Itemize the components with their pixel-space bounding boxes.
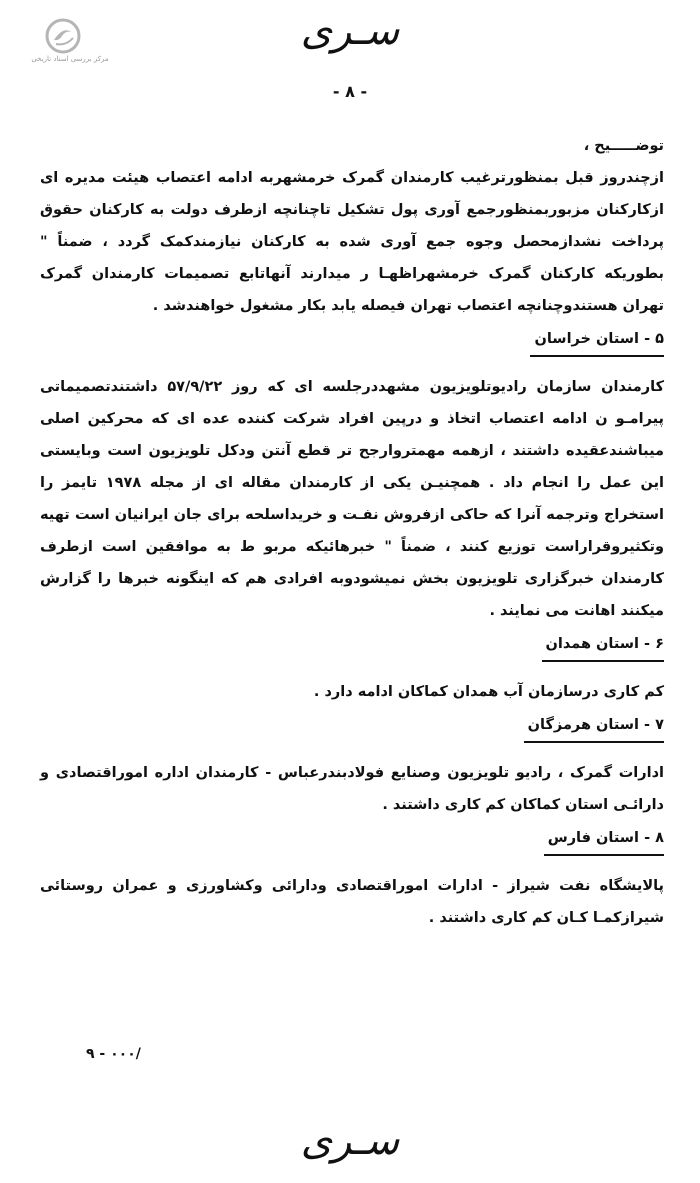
paragraph-mashhad: کارمندان سازمان راديوتلويزيون مشهددرجلسه اى که روز ۵۷/۹/۲۲ داشتندتصميماتى پيرامـو ن ادامه اعتصاب اتخاذ و درپين افراد شرکت کننده عده اى که محرکين اصلى ميباشندعقيده داشتند ، ازهمه مهمتروارجح تر قطع آنتن ودکل تلويزيون است وبايستى اين عمل را انجام داد . همچنيـن يکى از کارمندان مقاله اى از مجله ۱۹۷۸ تايمز را استخراج وترجمه آنرا که حاکى ازفروش نفـت و خريداسلحه براى جان ايرانيان است تهيه وتکثيروقراراست توزيع کنند ، ضمناً " خبرهائيکه مربو ط به موافقين است ازطرف کارمندان خبرگزارى تلويزيون بخش نميشودوبه افرادى هم که اينگونه خبرها را گزارش ميکنند اهانت مى نمايند .: [40, 379, 665, 619]
document-body: [40, 130, 664, 934]
archive-seal-text: مرکز بررسی اسناد تاریخی: [31, 55, 109, 63]
heading-khorasan: ۵ - استان خراسان: [530, 325, 664, 357]
classification-stamp-top: سـری: [300, 8, 400, 54]
classification-stamp-bottom: سـری: [300, 1118, 400, 1164]
page-number: - ۸ -: [332, 82, 368, 101]
footer-number: ۹ - ۰۰۰/: [86, 1046, 141, 1062]
heading-fars: ۸ - استان فارس: [544, 824, 664, 856]
paragraph-khorramshahr: ازچندروز قبل بمنظورترغيب کارمندان گمرک خرمشهربه ادامه اعتصاب هيئت مديره اى ازکارکنان مزبوربمنظورجمع آورى پول تشکيل تاچنانچه ازطرف دولت به کارکنان حقوق پرداخت نشدازمحصل وجوه جمع آورى شده به کارکنان نيازمندکمک گردد ، ضمناً " بطوريکه کارکنان گمرک خرمشهراظهـا ر ميدارند آنهاتابع تصميمات کارمندان گمرک تهران هستندوچنانچه اعتصاب تهران فيصله يابد بکار مشغول خواهندشد .: [40, 170, 664, 314]
paragraph-shiraz: پالايشگاه نفت شيراز - ادارات اموراقتصادى ودارائى وکشاورزى و عمران روستائى شيرازکمـا کـان کم کارى داشتند .: [40, 878, 664, 926]
paragraph-hamedan: کم کارى درسازمان آب همدان کماکان ادامه دارد .: [313, 684, 664, 700]
heading-hamedan: ۶ - استان همدان: [542, 630, 665, 662]
paragraph-bandarabbas: ادارات گمرک ، راديو تلويزيون وصنايع فولادبندرعباس - کارمندان اداره اموراقتصادى و دارائـى استان کماکان کم کارى داشتند .: [40, 765, 664, 813]
intro-label: توضـــــيح ،: [583, 138, 664, 154]
heading-hormozgan: ۷ - استان هرمزگان: [524, 711, 664, 743]
